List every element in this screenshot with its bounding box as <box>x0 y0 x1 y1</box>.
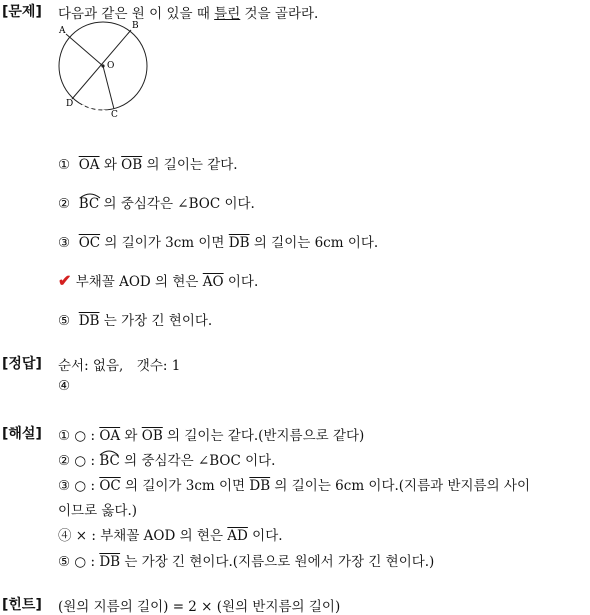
explanation-line-3: ③ ○ : $\overline{OC}$ 의 길이가 3cm 이면 $\overline{DB}$ 의 길이는 6cm 이다.(지름과 반지름의 사이 <box>58 478 530 494</box>
segment-oa <box>66 34 103 66</box>
explanation-line-3b: 이므로 옳다.) <box>58 503 138 519</box>
question-text: 다음과 같은 원 이 있을 때 <box>58 6 215 22</box>
hint-tag: [힌트] <box>2 597 42 613</box>
label-d: D <box>66 99 74 109</box>
label-o: O <box>107 61 115 71</box>
choice-2[interactable]: ② BC 의 중심각은 ∠BOC 이다. <box>58 192 255 212</box>
answer-line-1: 순서: 없음, 갯수: 1 <box>58 358 181 374</box>
arc-symbol <box>79 192 101 199</box>
explanation-line-4: ④ × : 부채꼴 AOD 의 현은 $\overline{AD}$ 이다. <box>58 528 283 544</box>
explanation-line-5: ⑤ ○ : $\overline{DB}$ 는 가장 긴 현이다.(지름으로 원에서 가장 긴 현이다.) <box>58 554 435 570</box>
problem-tag: [문제] <box>2 4 42 20</box>
diameter-bd <box>72 30 131 99</box>
problem-question <box>58 2 318 22</box>
label-c: C <box>111 110 118 120</box>
question-underlined: 틀린 <box>214 6 241 22</box>
explanation-tag: [해설] <box>2 426 42 442</box>
arc-dash <box>75 104 109 112</box>
choice-4[interactable]: ✔ 부채꼴 AOD 의 현은 $\overline{AO}$ 이다. <box>58 271 259 290</box>
explanation-line-2: ② ○ : BC 의 중심각은 ∠BOC 이다. <box>58 449 275 469</box>
question-text-end: 것을 골라라. <box>240 6 319 22</box>
choice-5[interactable]: ⑤ $\overline{DB}$ 는 가장 긴 현이다. <box>58 313 213 329</box>
answer-line-2: ④ <box>58 378 71 394</box>
choice-1[interactable]: ① $\overline{OA}$ 와 $\overline{OB}$ 의 길이는 같다. <box>58 157 238 173</box>
check-icon: ✔ <box>58 271 72 290</box>
segment-oc <box>103 66 114 109</box>
hint-text: (원의 지름의 길이) = 2 × (원의 반지름의 길이) <box>58 599 341 615</box>
label-b: B <box>132 21 139 31</box>
circle-figure <box>55 20 155 120</box>
arc-symbol <box>99 449 119 456</box>
label-a: A <box>59 26 66 36</box>
center-point <box>101 64 104 67</box>
explanation-line-1: ① ○ : $\overline{OA}$ 와 $\overline{OB}$ 의 길이는 같다.(반지름으로 같다) <box>58 428 365 444</box>
answer-tag: [정답] <box>2 356 42 372</box>
choice-3[interactable]: ③ $\overline{OC}$ 의 길이가 3cm 이면 $\overline{DB}$ 의 길이는 6cm 이다. <box>58 235 379 251</box>
